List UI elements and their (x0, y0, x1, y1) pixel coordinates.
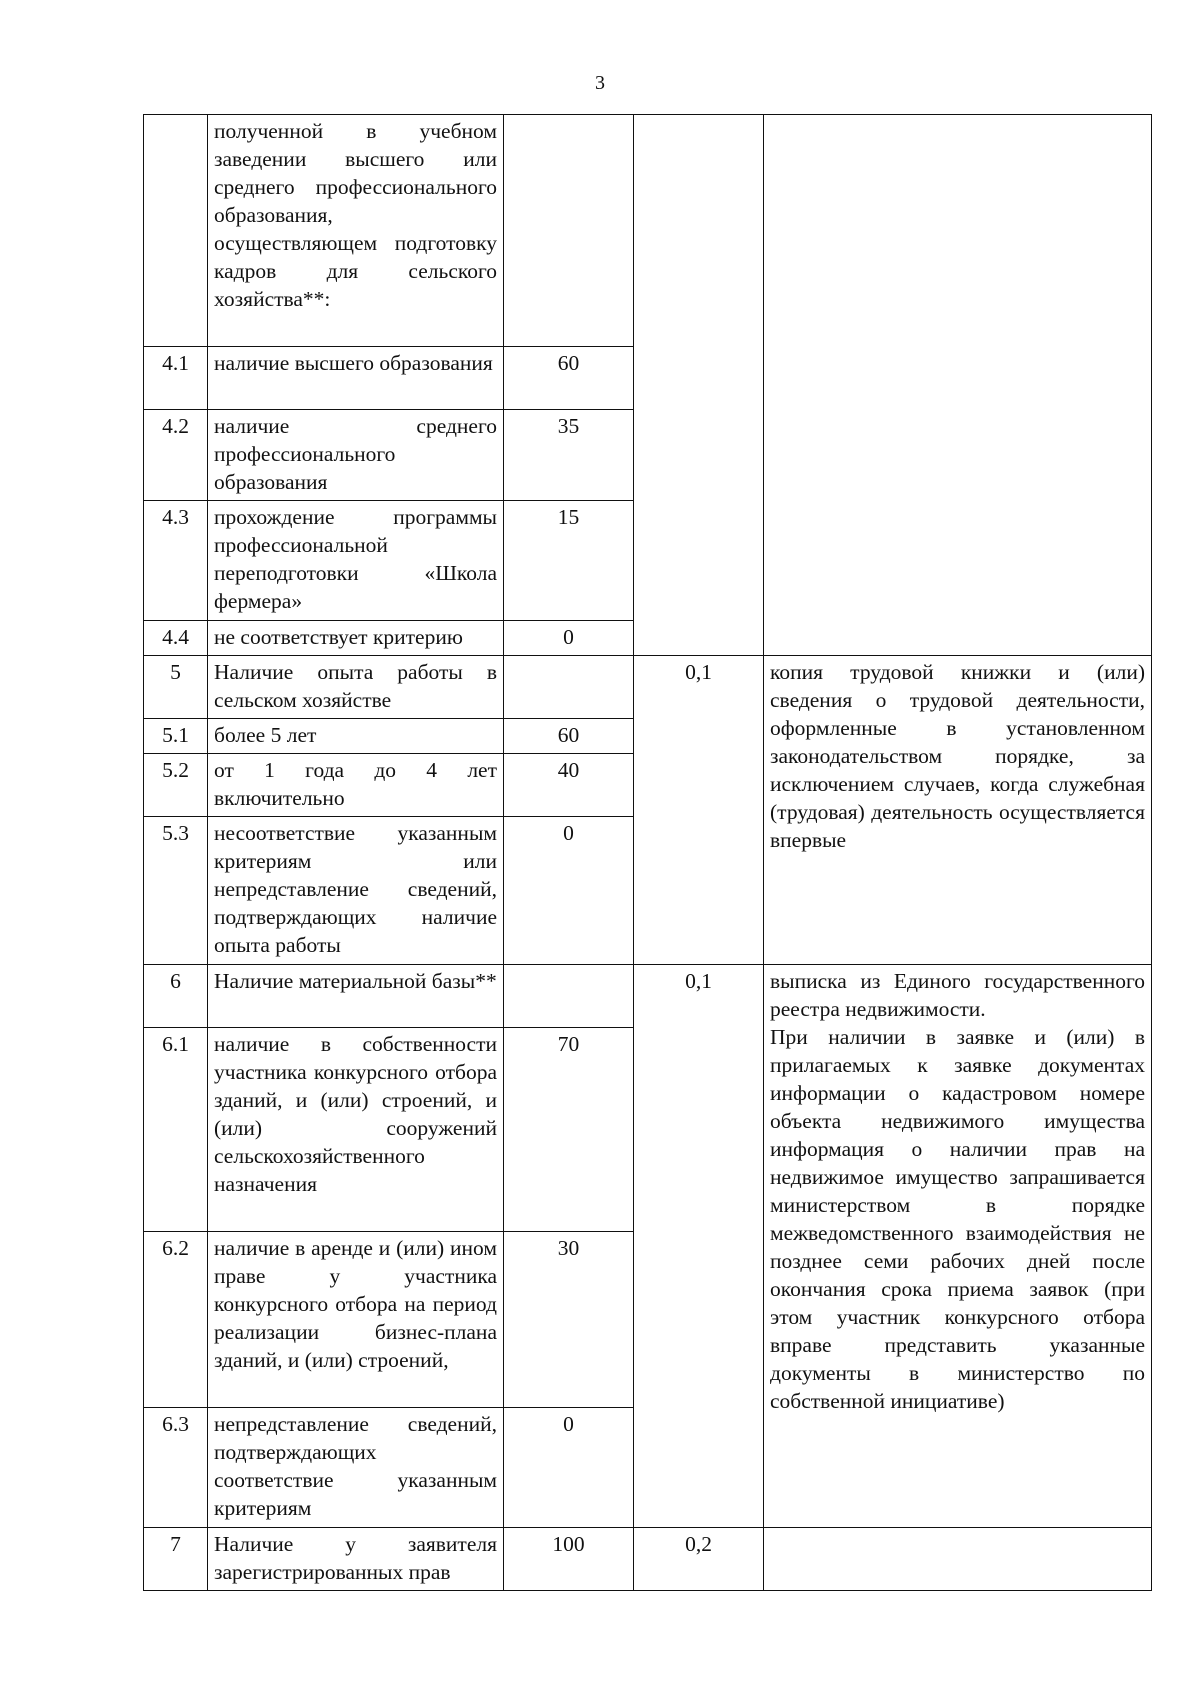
row-number: 5.1 (144, 719, 208, 754)
criterion-description: наличие в аренде и (или) ином праве у участника конкурсного отбора на период реализации бизнес-плана зданий, и (или) строений, (208, 1232, 504, 1408)
criterion-weight: 0,1 (634, 656, 764, 965)
table-row (144, 656, 1152, 719)
criterion-description: наличие в собственности участника конкурсного отбора зданий, и (или) строений, и (или) сооружений сельскохозяйственного назначения (208, 1028, 504, 1232)
criterion-score: 60 (504, 719, 634, 754)
row-number: 4.1 (144, 347, 208, 410)
row-number: 5.2 (144, 754, 208, 817)
table-row (144, 965, 1152, 1028)
criterion-weight-empty (634, 115, 764, 656)
criterion-score: 0 (504, 817, 634, 965)
criterion-documents (764, 1528, 1152, 1591)
criterion-score: 15 (504, 501, 634, 621)
criteria-table (143, 114, 1152, 1591)
criterion-description: несоответствие указанным критериям или непредставление сведений, подтверждающих наличие опыта работы (208, 817, 504, 965)
criterion-description: наличие среднего профессионального образования (208, 410, 504, 501)
criterion-documents (764, 965, 1152, 1528)
criterion-description: от 1 года до 4 лет включительно (208, 754, 504, 817)
row-number: 4.4 (144, 621, 208, 656)
criterion-description: прохождение программы профессиональной переподготовки «Школа фермера» (208, 501, 504, 621)
table-row (144, 115, 1152, 347)
row-number: 6.3 (144, 1408, 208, 1528)
table-row (144, 1528, 1152, 1591)
row-number: 4.2 (144, 410, 208, 501)
documents-paragraph: При наличии в заявке и (или) в прилагаемых к заявке документах информации о кадастровом номере объекта недвижимого имущества информация о наличии прав на недвижимое имущество запрашивается министерством в порядке межведомственного взаимодействия не позднее семи рабочих дней после окончания срока приема заявок (при этом участник конкурсного отбора вправе представить указанные документы в министерство по собственной инициативе) (770, 1025, 1145, 1413)
criterion-score: 30 (504, 1232, 634, 1408)
row-number: 6 (144, 965, 208, 1028)
row-number: 4.3 (144, 501, 208, 621)
criterion-score: 70 (504, 1028, 634, 1232)
row-number: 6.1 (144, 1028, 208, 1232)
row-number: 6.2 (144, 1232, 208, 1408)
criterion-score: 35 (504, 410, 634, 501)
criterion-description: не соответствует критерию (208, 621, 504, 656)
criterion-weight: 0,1 (634, 965, 764, 1528)
criterion-description: более 5 лет (208, 719, 504, 754)
documents-paragraph: выписка из Единого государственного реестра недвижимости. (770, 969, 1145, 1021)
row-number: 5.3 (144, 817, 208, 965)
row-number (144, 115, 208, 347)
criterion-description: Наличие опыта работы в сельском хозяйстве (208, 656, 504, 719)
criterion-score (504, 115, 634, 347)
row-number: 5 (144, 656, 208, 719)
criterion-description: непредставление сведений, подтверждающих соответствие указанным критериям (208, 1408, 504, 1528)
row-number: 7 (144, 1528, 208, 1591)
criterion-score: 60 (504, 347, 634, 410)
criterion-description: наличие высшего образования (208, 347, 504, 410)
criterion-documents-empty (764, 115, 1152, 656)
criterion-score: 40 (504, 754, 634, 817)
criterion-weight: 0,2 (634, 1528, 764, 1591)
criterion-score: 0 (504, 1408, 634, 1528)
criterion-score (504, 656, 634, 719)
criterion-description: Наличие у заявителя зарегистрированных прав (208, 1528, 504, 1591)
criterion-score: 100 (504, 1528, 634, 1591)
page-number: 3 (595, 72, 605, 94)
criterion-description: Наличие материальной базы** (208, 965, 504, 1028)
criterion-documents: копия трудовой книжки и (или) сведения о трудовой деятельности, оформленные в установленном законодательством порядке, за исключением случаев, когда служебная (трудовая) деятельность осуществляется впервые (764, 656, 1152, 965)
criterion-score: 0 (504, 621, 634, 656)
criterion-score (504, 965, 634, 1028)
criterion-description: полученной в учебном заведении высшего или среднего профессионального образования, осуществляющем подготовку кадров для сельского хозяйства**: (208, 115, 504, 347)
